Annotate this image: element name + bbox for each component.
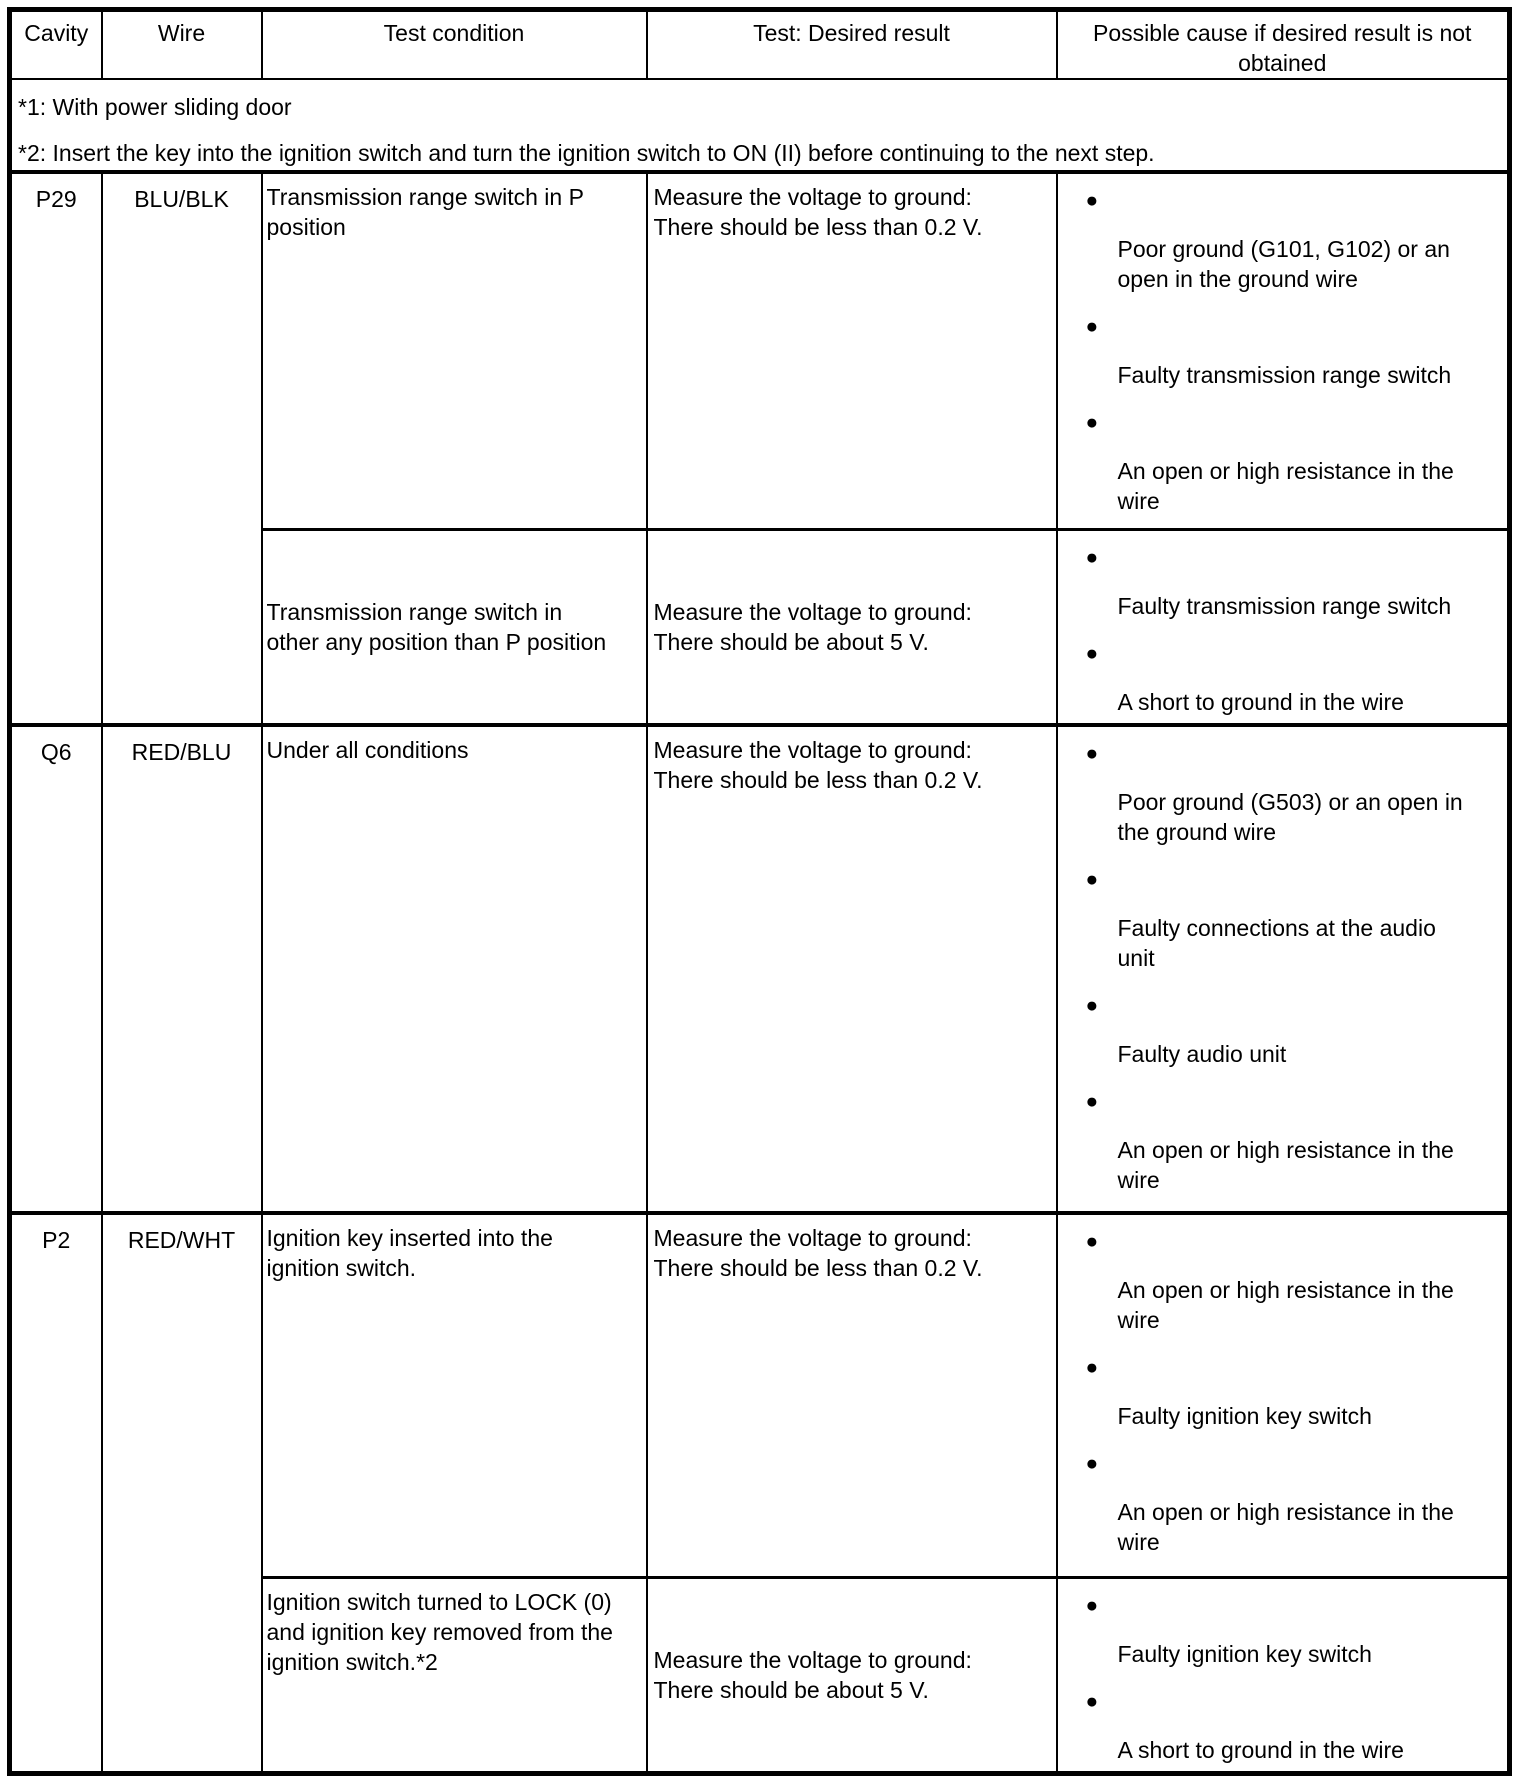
- test-condition-text: Ignition switch turned to LOCK (0) and ignition key removed from the ignition switch.*2: [266, 1589, 613, 1675]
- result-line: Measure the voltage to ground:: [653, 184, 972, 210]
- cause-item: [1058, 1075, 1508, 1201]
- cause-item: [1058, 1437, 1508, 1563]
- bullet-icon: ●: [1085, 641, 1099, 665]
- test-condition-text: Transmission range switch in P position: [266, 184, 584, 240]
- test-condition-text: Transmission range switch in other any position than P position: [266, 598, 607, 655]
- bullet-icon: ●: [1085, 741, 1099, 765]
- bullet-icon: ●: [1085, 1594, 1099, 1617]
- bullet-icon: ●: [1085, 189, 1099, 212]
- test-condition-text: Under all conditions: [266, 736, 469, 763]
- bullet-icon: ●: [1085, 1451, 1099, 1475]
- cause-item: [1058, 396, 1508, 522]
- cause-text: Faulty transmission range switch: [1117, 592, 1452, 619]
- result-line: There should be less than 0.2 V.: [653, 766, 983, 793]
- result-line: There should be less than 0.2 V.: [653, 1254, 983, 1281]
- cause-item: [1058, 627, 1508, 723]
- bullet-icon: ●: [1085, 867, 1099, 891]
- table-row-p2-sub1: [10, 1213, 1510, 1578]
- footnotes-cell: [10, 79, 1510, 172]
- bullet-icon: ●: [1085, 315, 1099, 338]
- wire-cell: BLU/BLK: [102, 172, 262, 725]
- cause-item: [1058, 727, 1508, 853]
- causes-cell: [1057, 529, 1510, 725]
- cavity-cell: P29: [10, 172, 102, 725]
- result-line: There should be about 5 V.: [653, 628, 929, 655]
- result-line: There should be about 5 V.: [653, 1677, 929, 1703]
- desired-result-cell: [647, 172, 1057, 529]
- cause-text: An open or high resistance in the wire: [1117, 1498, 1454, 1555]
- causes-cell: [1057, 172, 1510, 529]
- cavity-cell: P2: [10, 1213, 102, 1774]
- wire-cell: RED/BLU: [102, 725, 262, 1213]
- cavity-cell: Q6: [10, 725, 102, 1213]
- bullet-icon: ●: [1085, 1690, 1099, 1713]
- result-line: There should be less than 0.2 V.: [653, 214, 983, 240]
- bullet-icon: ●: [1085, 545, 1099, 569]
- cause-text: Faulty audio unit: [1117, 1040, 1287, 1067]
- desired-result-cell: [647, 1213, 1057, 1578]
- test-condition-text: Ignition key inserted into the ignition switch.: [266, 1224, 553, 1281]
- bullet-icon: ●: [1085, 993, 1099, 1017]
- col-header-wire: Wire: [102, 10, 262, 80]
- cause-item: [1058, 1341, 1508, 1437]
- cause-item: [1058, 174, 1508, 300]
- cause-text: Poor ground (G101, G102) or an open in the ground wire: [1117, 236, 1450, 292]
- cause-item: [1058, 1579, 1508, 1675]
- test-condition-cell: [262, 529, 647, 725]
- footnotes-row: [10, 79, 1510, 172]
- note-2: *2: Insert the key into the ignition switch and turn the ignition switch to ON (II) before continuing to the next step.: [18, 140, 1155, 166]
- col-header-test-condition: Test condition: [262, 10, 647, 80]
- result-line: Measure the voltage to ground:: [653, 598, 972, 625]
- col-header-possible-cause: Possible cause if desired result is not obtained: [1057, 10, 1510, 80]
- cause-text: Faulty ignition key switch: [1117, 1641, 1372, 1667]
- test-condition-cell: [262, 725, 647, 1213]
- table-header-row: [10, 10, 1510, 80]
- col-header-desired-result: Test: Desired result: [647, 10, 1057, 80]
- bullet-icon: ●: [1085, 1355, 1099, 1379]
- col-header-cavity: Cavity: [10, 10, 102, 80]
- desired-result-cell: [647, 1578, 1057, 1774]
- cause-item: [1058, 300, 1508, 396]
- cause-item: [1058, 531, 1508, 627]
- cause-text: Faulty ignition key switch: [1117, 1402, 1372, 1429]
- cause-text: An open or high resistance in the wire: [1117, 1136, 1454, 1193]
- cause-item: [1058, 979, 1508, 1075]
- cause-text: An open or high resistance in the wire: [1117, 1276, 1454, 1333]
- desired-result-cell: [647, 529, 1057, 725]
- causes-cell: [1057, 1578, 1510, 1774]
- wire-cell: RED/WHT: [102, 1213, 262, 1774]
- cause-item: [1058, 853, 1508, 979]
- cause-item: [1058, 1675, 1508, 1771]
- bullet-icon: ●: [1085, 1089, 1099, 1113]
- cause-text: A short to ground in the wire: [1117, 1737, 1404, 1763]
- bullet-icon: ●: [1085, 1229, 1099, 1253]
- causes-cell: [1057, 1213, 1510, 1578]
- bullet-icon: ●: [1085, 411, 1099, 434]
- table-row-q6: [10, 725, 1510, 1213]
- cause-item: [1058, 1215, 1508, 1341]
- connector-test-table: [7, 7, 1512, 1776]
- cause-text: A short to ground in the wire: [1117, 688, 1404, 715]
- table-row-p29-sub1: [10, 172, 1510, 529]
- cause-text: Faulty connections at the audio unit: [1117, 914, 1436, 971]
- result-line: Measure the voltage to ground:: [653, 1224, 972, 1251]
- desired-result-cell: [647, 725, 1057, 1213]
- cause-text: An open or high resistance in the wire: [1117, 458, 1454, 514]
- cause-text: Faulty transmission range switch: [1117, 362, 1452, 388]
- result-line: Measure the voltage to ground:: [653, 736, 972, 763]
- note-1: *1: With power sliding door: [18, 94, 292, 120]
- test-condition-cell: [262, 1578, 647, 1774]
- test-condition-cell: [262, 1213, 647, 1578]
- test-condition-cell: [262, 172, 647, 529]
- cause-text: Poor ground (G503) or an open in the ground wire: [1117, 788, 1463, 845]
- result-line: Measure the voltage to ground:: [653, 1647, 972, 1673]
- causes-cell: [1057, 725, 1510, 1213]
